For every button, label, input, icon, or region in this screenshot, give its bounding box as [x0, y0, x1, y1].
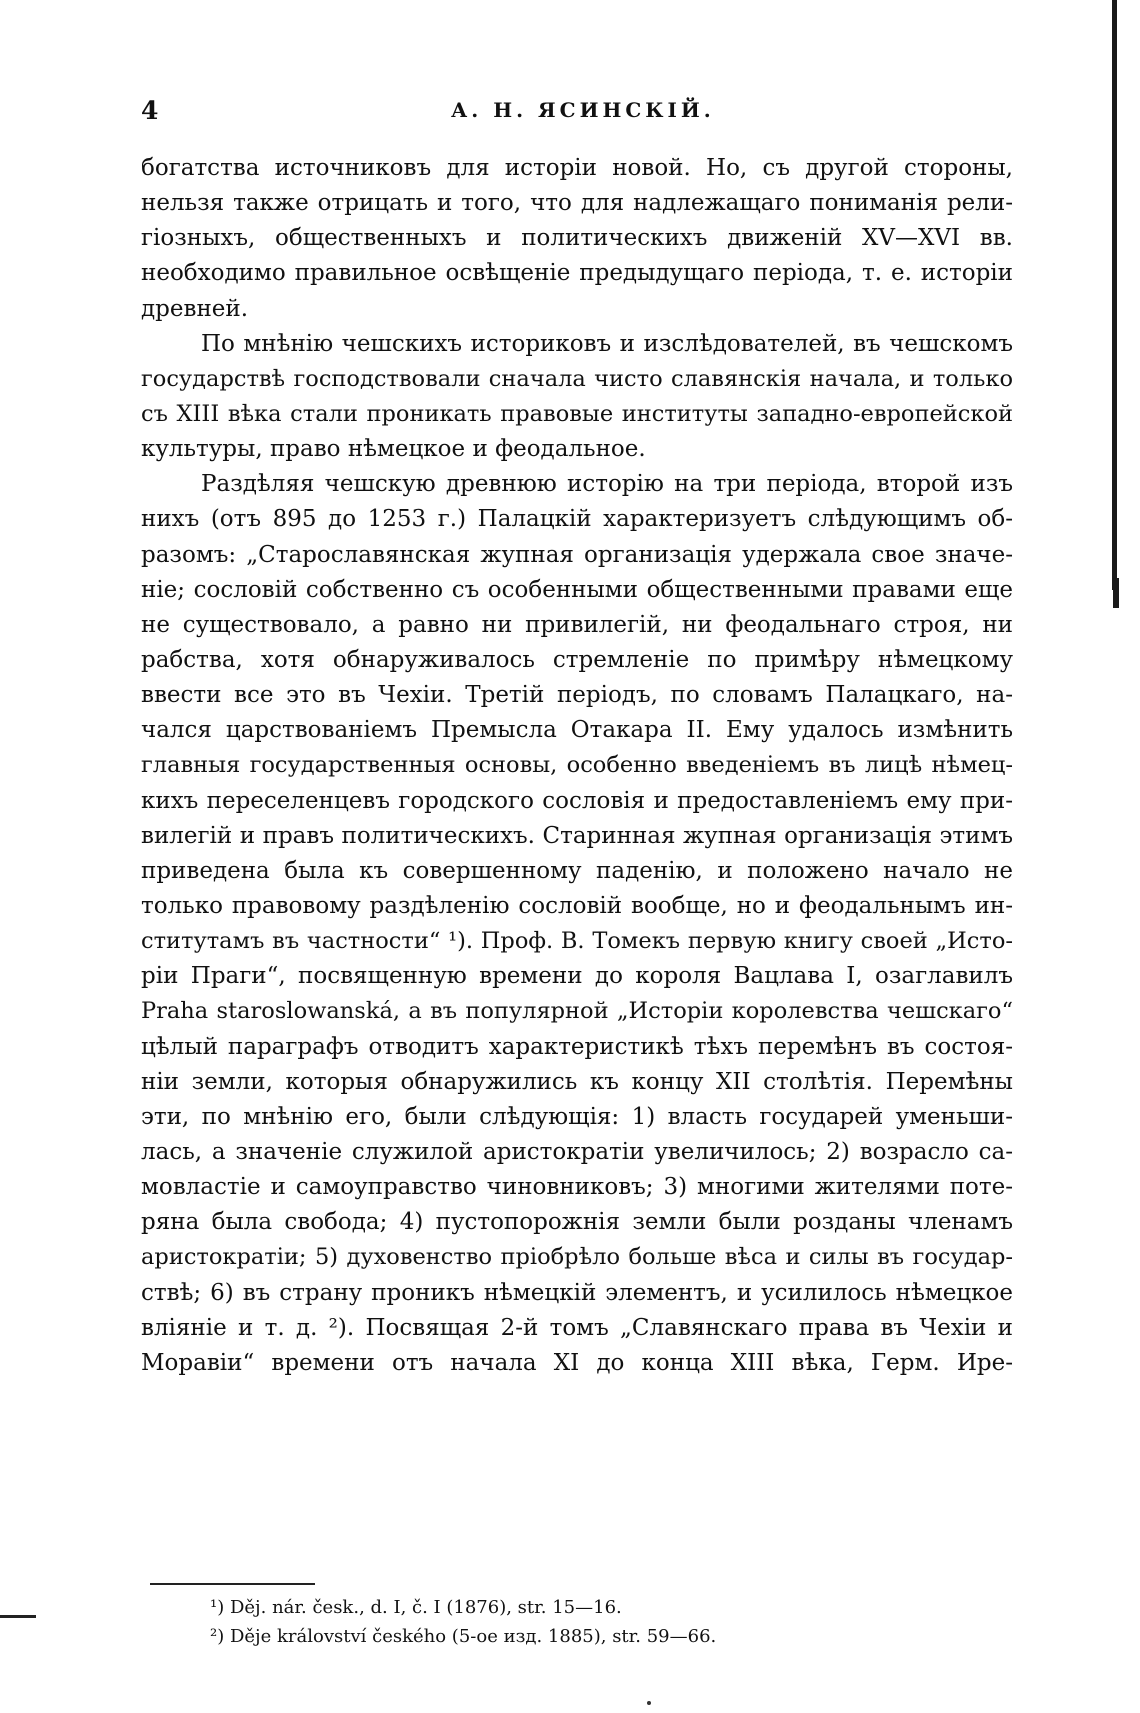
text-line: ввести все это въ Чехіи. Третій періодъ, по словамъ Палацкаго, на- [141, 682, 1013, 709]
footnote: ²) Dějе království českého (5-ое изд. 1885), str. 59—66. [210, 1626, 717, 1647]
text-line: цѣлый параграфъ отводитъ характеристикѣ тѣхъ перемѣнъ въ состоя- [141, 1033, 1013, 1060]
text-line: Praha staroslowanská, а въ популярной „Исторіи королевства чешскаго“ [141, 998, 1013, 1025]
text-line: лась, а значеніе служилой аристократіи увеличилось; 2) возрасло са- [141, 1138, 1013, 1165]
text-line: мовластіе и самоуправство чиновниковъ; 3) многими жителями поте- [141, 1174, 1013, 1201]
page-binding-edge [1112, 0, 1117, 590]
text-line: ніи земли, которыя обнаружились къ концу XII столѣтія. Перемѣны [141, 1068, 1013, 1095]
text-line: вліяніе и т. д. ²). Посвящая 2-й томъ „Славянскаго права въ Чехіи и [141, 1314, 1013, 1341]
footnotes [210, 1593, 910, 1651]
text-line: гіозныхъ, общественныхъ и политическихъ движеній XV—XVI вв. [141, 225, 1013, 252]
text-line: рабства, хотя обнаруживалось стремленіе по примѣру нѣмецкому [141, 646, 1013, 673]
margin-mark [0, 1615, 36, 1618]
text-line: съ XIII вѣка стали проникать правовые институты западно-европейской [141, 400, 1013, 427]
text-line: государствѣ господствовали сначала чисто славянскія начала, и только [141, 365, 1013, 392]
text-line: не существовало, а равно ни привилегій, ни феодальнаго строя, ни [141, 611, 1013, 638]
text-line: эти, по мнѣнію его, были слѣдующія: 1) власть государей уменьши- [141, 1103, 1013, 1130]
scan-speck [647, 1701, 651, 1705]
text-line: нихъ (отъ 895 до 1253 г.) Палацкій характеризуетъ слѣдующимъ об- [141, 506, 1013, 533]
main-text [141, 151, 1013, 1381]
text-line: ріи Праги“, посвященную времени до короля Вацлава I, озаглавилъ [141, 963, 1013, 990]
text-line: ствѣ; 6) въ страну проникъ нѣмецкій элементъ, и усилилось нѣмецкое [141, 1279, 1013, 1306]
text-line: чался царствованіемъ Премысла Отакара II. Ему удалось измѣнить [141, 717, 1013, 744]
page-number: 4 [141, 96, 159, 125]
text-line: ряна была свобода; 4) пустопорожнія земли были розданы членамъ [141, 1209, 1013, 1236]
footnote: ¹) Děj. nár. česk., d. I, č. I (1876), str. 15—16. [210, 1597, 622, 1618]
text-line: богатства источниковъ для исторіи новой. Но, съ другой стороны, [141, 155, 1013, 181]
text-line: Моравіи“ времени отъ начала XI до конца XIII вѣка, Герм. Ире- [141, 1349, 1013, 1376]
footnote-divider [150, 1583, 315, 1585]
text-line: кихъ переселенцевъ городского сословія и предоставленіемъ ему при- [141, 787, 1013, 814]
running-title: А. Н. ЯСИНСКІЙ. [451, 98, 715, 122]
page-header [141, 96, 1011, 136]
page-binding-mark [1113, 578, 1119, 608]
text-line: необходимо правильное освѣщеніе предыдущаго періода, т. е. исторіи [141, 260, 1013, 287]
text-line: ніе; сословій собственно съ особенными общественными правами еще [141, 576, 1013, 603]
text-line: главныя государственныя основы, особенно введеніемъ въ лицѣ нѣмец- [141, 752, 1013, 779]
text-line: только правовому раздѣленію сословій вообще, но и феодальнымъ ин- [141, 892, 1013, 919]
text-line: нельзя также отрицать и того, что для надлежащаго пониманія рели- [141, 190, 1013, 217]
text-line: культуры, право нѣмецкое и феодальное. [141, 436, 646, 463]
text-line: По мнѣнію чешскихъ историковъ и изслѣдователей, въ чешскомъ [201, 330, 1013, 357]
text-line: разомъ: „Старославянская жупная организація удержала свое значе- [141, 541, 1013, 568]
text-line: вилегій и правъ политическихъ. Старинная жупная организація этимъ [141, 822, 1013, 849]
text-line: Раздѣляя чешскую древнюю исторію на три періода, второй изъ [201, 471, 1013, 498]
text-line: древней. [141, 295, 249, 322]
text-line: аристократіи; 5) духовенство пріобрѣло больше вѣса и силы въ государ- [141, 1244, 1013, 1271]
text-line: ститутамъ въ частности“ ¹). Проф. В. Томекъ первую книгу своей „Исто- [141, 928, 1013, 955]
text-line: приведена была къ совершенному паденію, и положено начало не [141, 857, 1013, 884]
